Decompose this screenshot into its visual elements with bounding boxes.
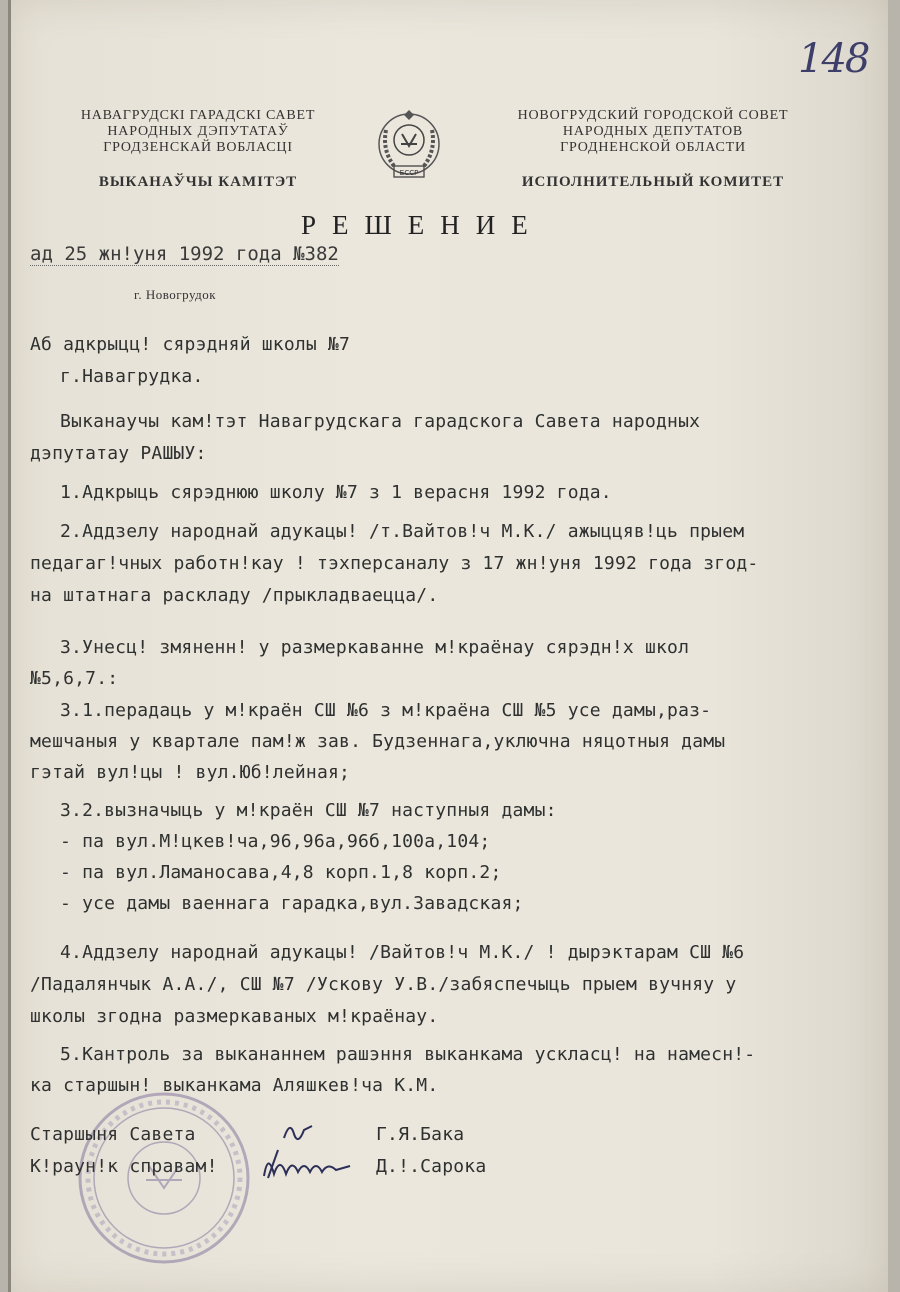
city-name: г. Новогрудок [134,287,217,302]
header-ru-line: ГРОДНЕНСКОЙ ОБЛАСТИ [560,140,746,155]
paragraph-5-line: ка старшын! выканкама Аляшкев!ча К.М. [30,1075,439,1096]
page-edge [8,0,11,1292]
paragraph-3-2-line: 3.2.вызначыць у м!краён СШ №7 наступныя дамы: [60,800,557,821]
paragraph-3-line: 3.Унесц! змяненн! у размеркаванне м!краёнау сярэдн!х школ [60,637,690,658]
header-belarusian [48,108,348,190]
paragraph-4-line: 4.Аддзелу народнай адукацы! /Вайтов!ч М.К./ ! дырэктарам СШ №6 [60,942,745,963]
paragraph-3-1-line: гэтай вул!цы ! вул.Юб!лейная; [30,762,351,783]
document-title: РЕШЕНИЕ [301,210,544,240]
header-russian [488,108,818,190]
page-number: 148 [798,36,869,82]
emblem-text: БССР [399,169,419,177]
paragraph-3-line: №5,6,7.: [30,668,119,689]
header-by-committee: ВЫКАНАЎЧЫ КАМІТЭТ [98,174,298,190]
signature-name-chair: Г.Я.Бака [376,1124,465,1145]
paragraph-2-line: педагаг!чных работн!кау ! тэхперсаналу з 17 жн!уня 1992 года згод- [30,553,759,574]
subject-line: г.Навагрудка. [60,366,204,387]
paragraph-2-line: 2.Аддзелу народнай адукацы! /т.Вайтов!ч М.К./ ажыццяв!ць прыем [60,521,745,542]
paragraph-4-line: /Падалянчык А.А./, СШ №7 /Ускову У.В./забяспечыць прыем вучняу у [30,974,737,995]
paragraph-2-line: на штатнага раскладу /прыкладваецца/. [30,585,439,606]
header-by-line: НАВАГРУДСКІ ГАРАДСКІ САВЕТ [80,108,316,123]
header-ru-line: НОВОГРУДСКИЙ ГОРОДСКОЙ СОВЕТ [517,108,789,123]
paragraph-5-line: 5.Кантроль за выкананнем рашэння выканкама ускласц! на намесн!- [60,1044,756,1065]
subject-line: Аб адкрыцц! сярэдняй школы №7 [30,334,351,355]
state-emblem-icon [374,110,444,186]
paragraph-3-2-line: - па вул.Ламаносава,4,8 корп.1,8 корп.2; [60,862,502,883]
signature-role-manager: К!раун!к справам! [30,1156,218,1177]
handwritten-signature-manager [258,1144,358,1188]
paragraph-3-2-line: - па вул.М!цкев!ча,96,96а,96б,100а,104; [60,831,491,852]
decision-date-line [30,243,339,265]
round-seal-stamp [74,1088,254,1268]
header-ru-line: НАРОДНЫХ ДЕПУТАТОВ [562,124,744,139]
decision-date: ад 25 жн!уня 1992 года №382 [30,243,339,265]
preamble-line: дэпутатау РАШЫУ: [30,443,207,464]
paragraph-3-2-line: - усе дамы ваеннага гарадка,вул.Завадская; [60,893,524,914]
paragraph-3-1-line: мешчаныя у квартале пам!ж зав. Будзеннага,уключна няцотныя дамы [30,731,726,752]
header-by-line: ГРОДЗЕНСКАЙ ВОБЛАСЦІ [103,140,293,155]
paragraph-1-line: 1.Адкрыць сярэднюю школу №7 з 1 верасня 1992 года. [60,482,612,503]
signature-name-manager: Д.!.Сарока [376,1156,487,1177]
paragraph-4-line: школы згодна размеркаваных м!краёнау. [30,1006,439,1027]
signature-role-chair: Старшыня Савета [30,1124,196,1145]
preamble-line: Выканаучы кам!тэт Навагрудскага гарадскога Савета народных [60,411,701,432]
header-by-line: НАРОДНЫХ ДЭПУТАТАЎ [107,124,289,139]
document-page [8,0,888,1292]
header-ru-committee: ИСПОЛНИТЕЛЬНЫЙ КОМИТЕТ [521,174,785,190]
paragraph-3-1-line: 3.1.перадаць у м!краён СШ №6 з м!краёна СШ №5 усе дамы,раз- [60,700,712,721]
